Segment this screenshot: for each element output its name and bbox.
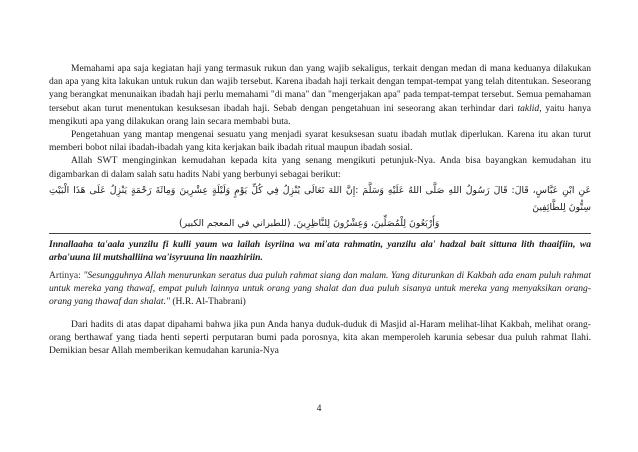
transliteration: Innallaaha ta'aala yunzilu fi kulli yaum wa lailah isyriina wa mi'ata rahmatin, yanzilu ala' hadzal bait sittuna lith thaaifiin, wa arba'uuna lil mutshalliina wa'isyruuna lin naazhiriin. [49,238,591,263]
paragraph-3: Allah SWT menginginkan kemudahan kepada kita yang senang mengikuti petunjuk-Nya. Anda bisa bayangkan kemudahan itu digambarkan di dalam salah satu hadits Nabi yang berbunyi sebagai berikut: [49,155,591,180]
divider [49,233,591,234]
paragraph-2: Pengetahuan yang mantap mengenai sesuatu yang menjadi syarat kesuksesan suatu ibadah mutlak diperlukan. Karena itu akan turut memberi bobot nilai ibadah-ibadah yang kita kerjakan baik ibadah ritual maupun ibadah sosial. [49,129,591,154]
spacer [49,308,591,318]
paragraph-1-text-end: , yaitu hanya mengikuti apa yang dilakukan orang lain secara membabi buta. [49,102,591,127]
document-body [49,62,591,357]
arabic-hadith-line-1: عَنِ ابْنِ عَبَّاسٍ، قَالَ: قَالَ رَسُولُ اللهِ صَلَّى اللهُ عَلَيْهِ وَسَلَّمَ :إِنَّ اللهَ تَعَالَى يُنْزِلُ فِي كُلِّ يَوْمٍ وَلَيْلَةٍ عِشْرِينَ وَمِائَةَ رَحْمَةٍ يَنْزِلُ عَلَى هَذَا الْبَيْتِ سِتُّونَ لِلطَّائِفِينَ [49,184,591,213]
paragraph-1 [49,62,591,128]
translation-quote: "Sesungguhnya Allah menurunkan seratus dua puluh rahmat siang dan malam. Yang diturunkan di Kakbah ada enam puluh rahmat untuk mereka yang thawaf, empat puluh lainnya untuk orang yang shalat dan dua puluh sisanya untuk mereka yang menyaksikan orang-orang yang thawaf dan shalat." [49,269,591,307]
translation [49,269,591,308]
arabic-hadith-line-2: وَأَرْبَعُونَ لِلْمُصَلِّينَ، وَعِشْرُونَ لِلنَّاظِرِينَ. (للطبراني في المعجم الكبير) [179,217,440,229]
translation-label: Artinya: [49,269,84,281]
paragraph-1-text: Memahami apa saja kegiatan haji yang termasuk rukun dan yang wajib sekaligus, terkait dengan medan di mana keduanya dilakukan dan apa yang kita lakukan untuk rukun dan wajib tersebut. Karena ibadah haji terkait dengan tempat-tempat yang telah ditentukan. Seseorang yang berangkat menunaikan ibadah haji perlu memahami "di mana" dan "mengerjakan apa" pada tempat-tempat tersebut. Semua pemahaman tersebut akan turut menentukan kesuksesan ibadah haji. Sebab dengan pengetahuan ini seseorang akan terhindar dari [49,63,591,114]
paragraph-4: Dari hadits di atas dapat dipahami bahwa jika pun Anda hanya duduk-duduk di Masjid al-Haram melihat-lihat Kakbah, melihat orang-orang berthawaf yang tiada henti seperti perputaran bumi pada porosnya, kita akan memperoleh karunia sebesar dua puluh rahmat Ilahi. Demikian besar Allah memberikan kemudahan karunia-Nya [49,318,591,357]
translation-source: (H.R. Al-Thabrani) [169,295,246,307]
paragraph-1-italic-term: taklid [517,102,540,114]
page-number: 4 [316,403,322,414]
